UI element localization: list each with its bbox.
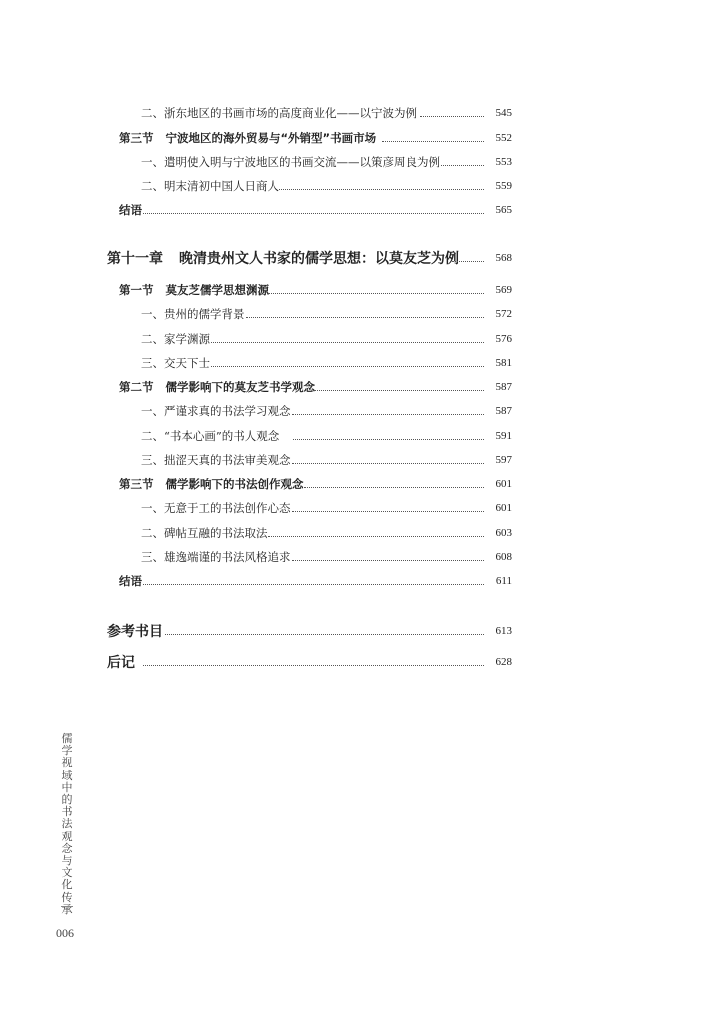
section-number: 第一节 xyxy=(119,283,154,297)
toc-entry-page: 601 xyxy=(495,502,512,514)
toc-entry-label: 三、拙涩天真的书法审美观念 xyxy=(141,453,291,467)
toc-entry-page: 552 xyxy=(495,132,512,144)
dot-leader xyxy=(279,189,484,190)
toc-entry-page: 545 xyxy=(495,107,512,119)
toc-entry xyxy=(0,199,718,221)
toc-entry-page: 603 xyxy=(495,527,512,539)
toc-entry-label: 一、贵州的儒学背景 xyxy=(141,307,245,321)
toc-entry xyxy=(0,279,718,301)
toc-entry-label xyxy=(119,282,269,298)
toc-entry-page: 591 xyxy=(495,430,512,442)
toc-entry-page: 608 xyxy=(495,551,512,563)
toc-entry-page: 572 xyxy=(495,308,512,320)
toc-entry-label: 二、家学渊源 xyxy=(141,332,210,346)
toc-entry-page: 565 xyxy=(495,204,512,216)
toc-entry-label: 一、无意于工的书法创作心态 xyxy=(141,501,291,515)
toc-entry-page: 587 xyxy=(495,405,512,417)
dot-leader xyxy=(211,342,484,343)
toc-entry-label: 后记 xyxy=(107,655,135,671)
section-number: 第三节 xyxy=(119,477,154,491)
toc-entry-page: 613 xyxy=(495,625,512,637)
toc-entry-label xyxy=(107,248,459,268)
dot-leader xyxy=(382,141,484,142)
toc-entry-page: 628 xyxy=(495,656,512,668)
dot-leader xyxy=(246,317,484,318)
toc-entry xyxy=(0,328,718,350)
toc-entry xyxy=(0,175,718,197)
toc-entry-label xyxy=(119,379,315,395)
toc-entry-label: 二、“书本心画”的书人观念 xyxy=(141,429,280,443)
dot-leader xyxy=(292,463,484,464)
toc-entry xyxy=(0,546,718,568)
dot-leader xyxy=(143,213,484,214)
toc-entry-label xyxy=(119,476,304,492)
dot-leader xyxy=(143,584,484,585)
toc-entry-label: 三、雄逸端谨的书法风格追求 xyxy=(141,550,291,564)
chapter-number: 第十一章 xyxy=(107,251,163,267)
toc-entry-page: 601 xyxy=(495,478,512,490)
toc-entry xyxy=(0,102,718,124)
toc-entry-page: 587 xyxy=(495,381,512,393)
toc-entry-label: 结语 xyxy=(119,203,142,217)
dot-leader xyxy=(268,293,484,294)
toc-entry-page: 569 xyxy=(495,284,512,296)
toc-entry-label: 参考书目 xyxy=(107,624,163,640)
section-number: 第二节 xyxy=(119,380,154,394)
chapter-title: 晚清贵州文人书家的儒学思想：以莫友芝为例 xyxy=(179,251,459,267)
dot-leader xyxy=(292,414,484,415)
toc-entry-label: 二、碑帖互融的书法取法 xyxy=(141,526,268,540)
toc-entry-label: 二、明末清初中国人日商人 xyxy=(141,179,279,193)
toc-entry-label: 一、遣明使入明与宁波地区的书画交流——以策彦周良为例 xyxy=(141,155,440,169)
section-title: 儒学影响下的书法创作观念 xyxy=(165,477,304,491)
margin-divider xyxy=(61,906,73,907)
section-title: 莫友芝儒学思想渊源 xyxy=(165,283,269,297)
section-number: 第三节 xyxy=(119,131,154,145)
toc-entry xyxy=(0,127,718,149)
toc-entry xyxy=(0,376,718,398)
dot-leader xyxy=(304,487,484,488)
dot-leader xyxy=(292,560,484,561)
toc-entry xyxy=(0,352,718,374)
toc-entry xyxy=(0,570,718,592)
dot-leader xyxy=(211,366,484,367)
toc-entry xyxy=(0,400,718,422)
dot-leader xyxy=(314,390,484,391)
running-book-title: 儒学视域中的书法观念与文化传承 xyxy=(61,732,73,916)
toc-entry-page: 553 xyxy=(495,156,512,168)
page-number: 006 xyxy=(56,926,74,940)
dot-leader xyxy=(143,665,484,666)
toc-entry-page: 611 xyxy=(495,575,512,587)
toc-entry-label: 结语 xyxy=(119,574,142,588)
toc-entry xyxy=(0,522,718,544)
toc-entry-page: 581 xyxy=(495,357,512,369)
toc-entry xyxy=(0,449,718,471)
dot-leader xyxy=(293,439,484,440)
section-title: 儒学影响下的莫友芝书学观念 xyxy=(165,380,315,394)
toc-entry-page: 559 xyxy=(495,180,512,192)
toc-entry xyxy=(0,497,718,519)
toc-entry-page: 568 xyxy=(495,252,512,264)
toc-entry-label xyxy=(119,130,376,146)
toc-entry-label: 二、浙东地区的书画市场的高度商业化——以宁波为例 xyxy=(141,106,417,120)
toc-entry xyxy=(0,651,718,673)
section-title: 宁波地区的海外贸易与“外销型”书画市场 xyxy=(165,131,377,145)
toc-entry-label: 一、严谨求真的书法学习观念 xyxy=(141,404,291,418)
toc-entry xyxy=(0,473,718,495)
toc-entry xyxy=(0,425,718,447)
toc-entry-label: 三、交天下士 xyxy=(141,356,210,370)
dot-leader xyxy=(292,511,484,512)
toc-entry xyxy=(0,620,718,642)
toc-entry xyxy=(0,247,718,269)
toc-entry xyxy=(0,151,718,173)
toc-entry xyxy=(0,303,718,325)
dot-leader xyxy=(165,634,484,635)
toc-entry-page: 576 xyxy=(495,333,512,345)
toc-entry-page: 597 xyxy=(495,454,512,466)
dot-leader xyxy=(268,536,484,537)
